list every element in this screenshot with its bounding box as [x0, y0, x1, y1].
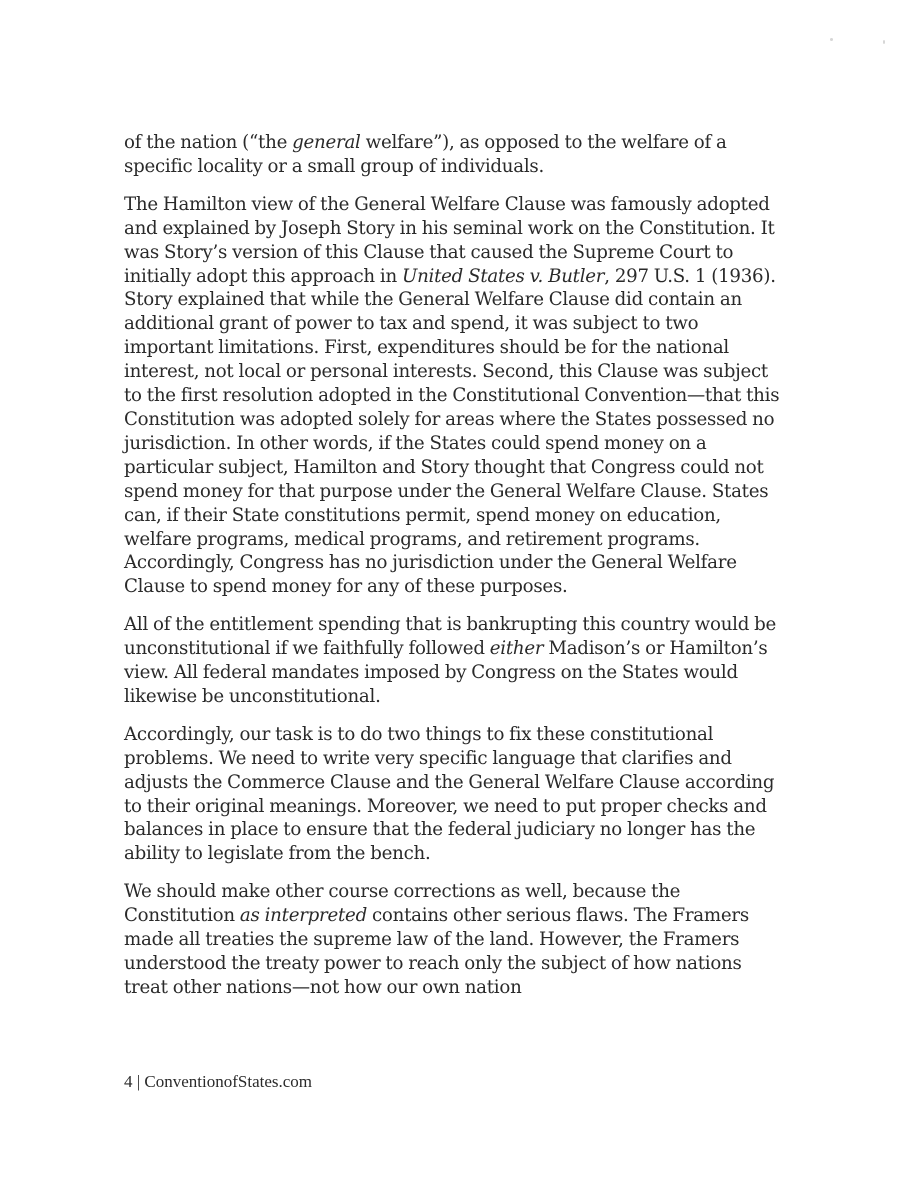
footer-separator: |: [136, 1072, 141, 1091]
scan-speck: [883, 40, 885, 44]
footer-website: ConventionofStates.com: [144, 1072, 313, 1091]
paragraph: The Hamilton view of the General Welfare Clause was famously adopted and explained by Joseph Story in his seminal work on the Constitution. It was Story’s version of this Clause that caused the Supreme Court to initially adopt this approach in United States v. Butler, 297 U.S. 1 (1936). Story explained that while the General Welfare Clause did contain an additional grant of power to tax and spend, it was subject to two important limitations. First, expenditures should be for the national interest, not local or personal interests. Second, this Clause was subject to the first resolution adopted in the Constitutional Convention—that this Constitution was adopted solely for areas where the States possessed no jurisdiction. In other words, if the States could spend money on a particular subject, Hamilton and Story thought that Congress could not spend money for that purpose under the General Welfare Clause. States can, if their State constitutions permit, spend money on education, welfare programs, medical programs, and retirement programs. Accordingly, Congress has no jurisdiction under the General Welfare Clause to spend money for any of these purposes.: [124, 193, 780, 598]
body-text: [124, 131, 786, 1014]
page-number: 4: [124, 1072, 133, 1091]
paragraph: of the nation (“the general welfare”), as opposed to the welfare of a specific locality or a small group of individuals.: [124, 132, 727, 177]
paragraph: Accordingly, our task is to do two things to fix these constitutional problems. We need to write very specific language that clarifies and adjusts the Commerce Clause and the General Welfare Clause according to their original meanings. Moreover, we need to put proper checks and balances in place to ensure that the federal judiciary no longer has the ability to legislate from the bench.: [124, 723, 775, 865]
paragraph: We should make other course corrections as well, because the Constitution as interpreted contains other serious flaws. The Framers made all treaties the supreme law of the land. However, the Framers understood the treaty power to reach only the subject of how nations treat other nations—not how our own nation: [124, 881, 749, 998]
page-footer: [124, 1072, 312, 1092]
case-citation: United States v. Butler: [402, 265, 605, 287]
paragraph: All of the entitlement spending that is bankrupting this country would be unconstitutional if we faithfully followed either Madison’s or Hamilton’s view. All federal mandates imposed by Congress on the States would likewise be unconstitutional.: [124, 614, 777, 707]
scan-speck: [830, 38, 833, 41]
